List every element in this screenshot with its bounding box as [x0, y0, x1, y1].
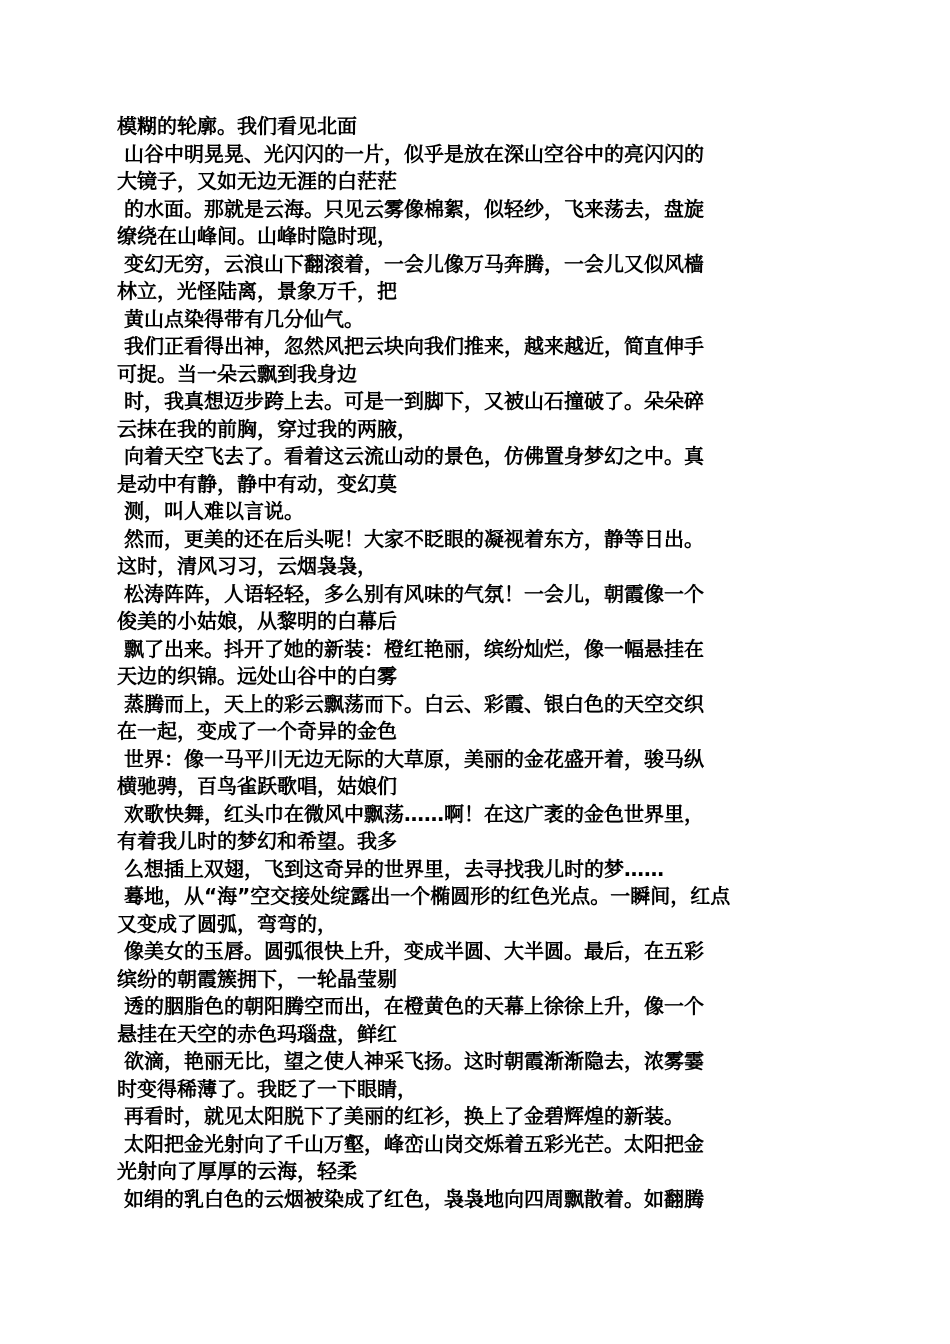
text-line: 横驰骋，百鸟雀跃歌唱，姑娘们: [117, 774, 397, 798]
text-line: 向着天空飞去了。看着这云流山动的景色，仿佛置身梦幻之中。真: [117, 444, 704, 468]
text-line: 飘了出来。抖开了她的新装：橙红艳丽，缤纷灿烂，像一幅悬挂在: [117, 636, 704, 661]
text-line: 光射向了厚厚的云海，轻柔: [117, 1159, 357, 1183]
text-line: 林立，光怪陆离，景象万千，把: [117, 279, 397, 303]
text-line: 时变得稀薄了。我眨了一下眼睛，: [117, 1076, 417, 1101]
body-text: [117, 113, 837, 1213]
text-line: 这时，清风习习，云烟袅袅，: [117, 554, 377, 578]
text-line: 世界：像一马平川无边无际的大草原，美丽的金花盛开着，骏马纵: [117, 746, 704, 771]
text-line: 欢歌快舞，红头巾在微风中飘荡……啊！在这广袤的金色世界里，: [117, 801, 704, 826]
text-line: 缭绕在山峰间。山峰时隐时现，: [117, 224, 397, 248]
text-line: 悬挂在天空的赤色玛瑙盘，鲜红: [117, 1021, 397, 1046]
text-line: 大镜子，又如无边无涯的白茫茫: [117, 169, 397, 193]
text-line: 又变成了圆弧，弯弯的，: [117, 911, 337, 936]
text-line: 像美女的玉唇。圆弧很快上升，变成半圆、大半圆。最后，在五彩: [117, 939, 704, 963]
text-line: 变幻无穷，云浪山下翻滚着，一会儿像万马奔腾，一会儿又似风樯: [117, 251, 704, 276]
text-line: 透的胭脂色的朝阳腾空而出，在橙黄色的天幕上徐徐上升，像一个: [117, 994, 704, 1018]
text-line: 然而，更美的还在后头呢！大家不眨眼的凝视着东方，静等日出。: [117, 526, 704, 551]
text-line: 可捉。当一朵云飘到我身边: [117, 361, 357, 386]
text-line: 再看时，就见太阳脱下了美丽的红衫，换上了金碧辉煌的新装。: [117, 1104, 684, 1128]
text-line: 么想插上双翅，飞到这奇异的世界里，去寻找我儿时的梦……: [117, 856, 664, 881]
text-line: 在一起，变成了一个奇异的金色: [117, 719, 397, 743]
text-line: 天边的织锦。远处山谷中的白雾: [117, 664, 397, 688]
text-line: 是动中有静，静中有动，变幻莫: [117, 471, 397, 496]
text-line: 模糊的轮廓。我们看见北面: [117, 114, 357, 138]
text-line: 黄山点染得带有几分仙气。: [117, 306, 364, 331]
text-line: 松涛阵阵，人语轻轻，多么别有风味的气氛！一会儿，朝霞像一个: [117, 581, 704, 606]
text-line: 太阳把金光射向了千山万壑，峰峦山岗交烁着五彩光芒。太阳把金: [117, 1131, 704, 1156]
text-line: 蒸腾而上，天上的彩云飘荡而下。白云、彩霞、银白色的天空交织: [117, 691, 704, 716]
text-line: 俊美的小姑娘，从黎明的白幕后: [117, 609, 397, 633]
text-line: 欲滴，艳丽无比，望之使人神采飞扬。这时朝霞渐渐隐去，浓雾霎: [117, 1049, 704, 1073]
text-line: 山谷中明晃晃、光闪闪的一片，似乎是放在深山空谷中的亮闪闪的: [117, 141, 704, 166]
text-line: 的水面。那就是云海。只见云雾像棉絮，似轻纱，飞来荡去，盘旋: [117, 196, 704, 221]
text-line: 缤纷的朝霞簇拥下，一轮晶莹剔: [117, 966, 397, 991]
text-line: 有着我儿时的梦幻和希望。我多: [117, 829, 397, 853]
text-line: 测，叫人难以言说。: [117, 499, 304, 523]
text-line: 云抹在我的前胸，穿过我的两腋，: [117, 416, 417, 441]
text-line: 蓦地，从“海”空交接处绽露出一个椭圆形的红色光点。一瞬间，红点: [117, 884, 731, 908]
text-line: 如绢的乳白色的云烟被染成了红色，袅袅地向四周飘散着。如翻腾: [117, 1186, 704, 1211]
text-line: 我们正看得出神，忽然风把云块向我们推来，越来越近，简直伸手: [117, 334, 704, 358]
text-line: 时，我真想迈步跨上去。可是一到脚下，又被山石撞破了。朵朵碎: [117, 389, 704, 413]
